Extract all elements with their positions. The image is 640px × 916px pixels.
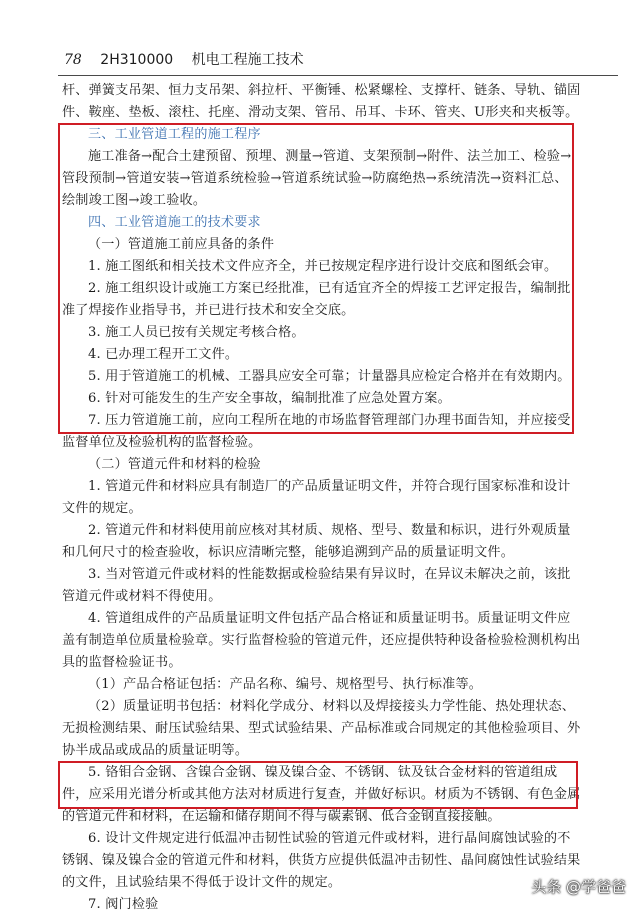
- text-line: 2. 管道元件和材料使用前应核对其材质、规格、型号、数量和标识，进行外观质量: [88, 523, 571, 538]
- text-line: 无损检测结果、耐压试验结果、型式试验结果、产品标准或合同规定的其他检验项目、外: [62, 721, 581, 736]
- text-line: 6. 针对可能发生的生产安全事故，编制批准了应急处置方案。: [88, 391, 451, 406]
- text-line: 具的监督检验证书。: [62, 655, 182, 670]
- page-number: 78: [64, 52, 82, 68]
- text-line: 监督单位及检验机构的监督检验。: [62, 435, 262, 450]
- text-line: 件，应采用光谱分析或其他方法对材质进行复查，并做好标识。材质为不锈钢、有色金属: [62, 787, 581, 802]
- chapter-code: 2H310000: [100, 52, 174, 68]
- text-line: 施工准备→配合土建预留、预埋、测量→管道、支架预制→附件、法兰加工、检验→: [88, 149, 572, 164]
- text-line: 2. 施工组织设计或施工方案已经批准，已有适宜齐全的焊接工艺评定报告，编制批: [88, 281, 571, 296]
- text-line: （2）质量证明书包括：材料化学成分、材料以及焊接接头力学性能、热处理状态、: [88, 699, 576, 714]
- section-heading: 三、工业管道工程的施工程序: [88, 127, 261, 142]
- text-line: 杆、弹簧支吊架、恒力支吊架、斜拉杆、平衡锤、松紧螺栓、支撑杆、链条、导轨、锚固: [62, 83, 581, 98]
- text-line: 7. 压力管道施工前，应向工程所在地的市场监督管理部门办理书面告知，并应接受: [88, 413, 571, 428]
- text-line: 锈钢、镍及镍合金的管道元件和材料，供货方应提供低温冲击韧性、晶间腐蚀性试验结果: [62, 853, 581, 868]
- page-header: [64, 48, 624, 72]
- text-line: 管道元件或材料不得使用。: [62, 589, 222, 604]
- text-line: 件、鞍座、垫板、滚柱、托座、滑动支架、管吊、吊耳、卡环、管夹、U形夹和夹板等。: [62, 105, 579, 120]
- text-line: 绘制竣工图→竣工验收。: [62, 193, 207, 208]
- subsection-heading: （二）管道元件和材料的检验: [88, 457, 261, 472]
- text-line: 1. 管道元件和材料应具有制造厂的产品质量证明文件，并符合现行国家标准和设计: [88, 479, 571, 494]
- text-line: 1. 施工图纸和相关技术文件应齐全，并已按规定程序进行设计交底和图纸会审。: [88, 259, 558, 274]
- book-title: 机电工程施工技术: [191, 52, 304, 68]
- text-line: 4. 管道组成件的产品质量证明文件包括产品合格证和质量证明书。质量证明文件应: [88, 611, 571, 626]
- text-line: 的文件，且试验结果不得低于设计文件的规定。: [62, 875, 342, 890]
- text-line: 协半成品或成品的质量证明等。: [62, 743, 249, 758]
- text-line: 3. 当对管道元件或材料的性能数据或检验结果有异议时，在异议未解决之前，该批: [88, 567, 571, 582]
- watermark: 头条 @学爸爸: [531, 878, 626, 896]
- header-rule: [58, 75, 618, 76]
- subsection-heading: （一）管道施工前应具备的条件: [88, 237, 275, 252]
- text-line: 6. 设计文件规定进行低温冲击韧性试验的管道元件或材料，进行晶间腐蚀试验的不: [88, 831, 571, 846]
- text-line: 盖有制造单位质量检验章。实行监督检验的管道元件，还应提供特种设备检验检测机构出: [62, 633, 581, 648]
- text-line: 4. 已办理工程开工文件。: [88, 347, 239, 362]
- text-line: 3. 施工人员已按有关规定考核合格。: [88, 325, 305, 340]
- text-line: 管段预制→管道安装→管道系统检验→管道系统试验→防腐绝热→系统清洗→资料汇总、: [62, 171, 568, 186]
- section-heading: 四、工业管道施工的技术要求: [88, 215, 261, 230]
- subsection-heading: 7. 阀门检验: [88, 897, 159, 912]
- text-line: 和几何尺寸的检查验收，标识应清晰完整，能够追溯到产品的质量证明文件。: [62, 545, 514, 560]
- text-line: （1）产品合格证包括：产品名称、编号、规格型号、执行标准等。: [88, 677, 483, 692]
- text-line: 的管道元件和材料，在运输和储存期间不得与碳素钢、低合金钢直接接触。: [62, 809, 501, 824]
- text-line: 5. 铬钼合金钢、含镍合金钢、镍及镍合金、不锈钢、钛及钛合金材料的管道组成: [88, 765, 558, 780]
- text-line: 准了焊接作业指导书，并已进行技术和安全交底。: [62, 303, 355, 318]
- text-line: 文件的规定。: [62, 501, 142, 516]
- text-line: 5. 用于管道施工的机械、工器具应安全可靠；计量器具应检定合格并在有效期内。: [88, 369, 571, 384]
